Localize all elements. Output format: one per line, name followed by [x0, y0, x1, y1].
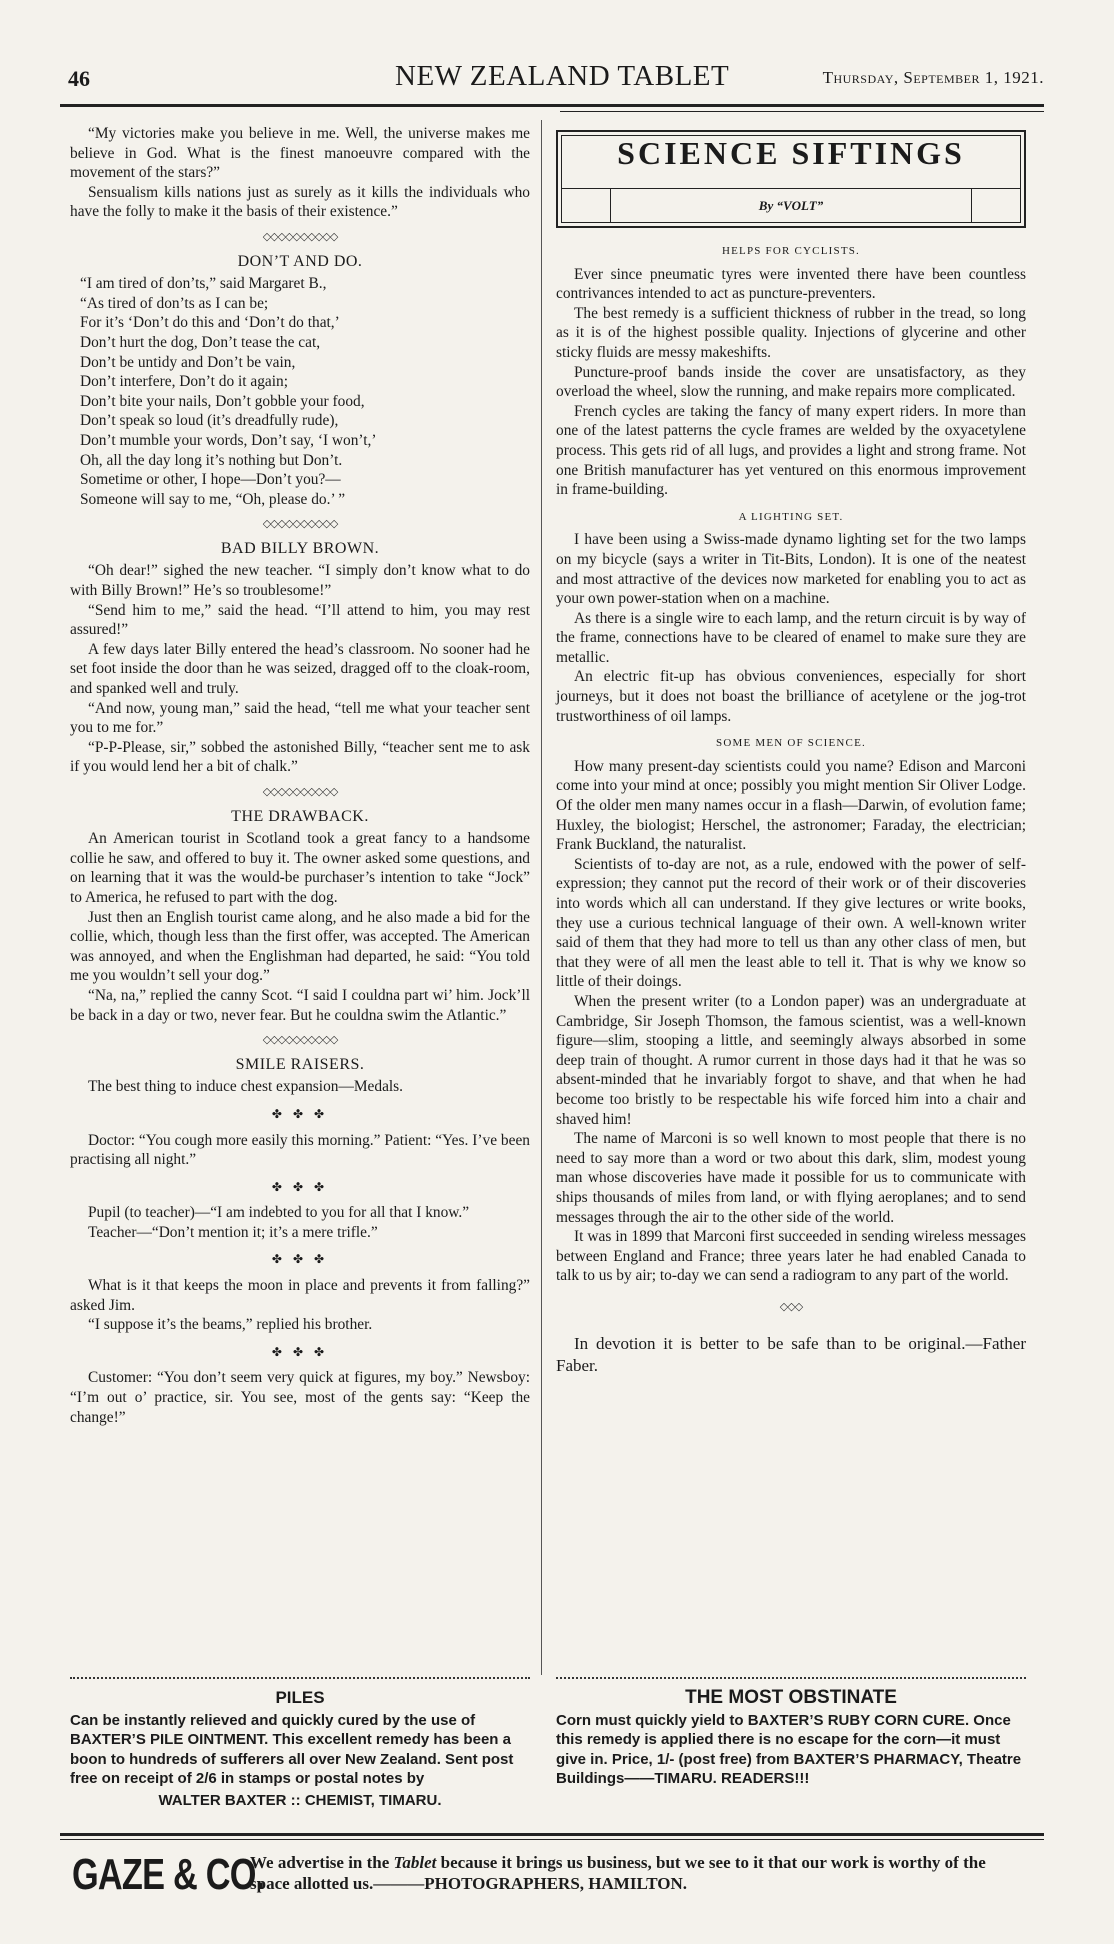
- poem-line: Someone will say to me, “Oh, please do.’ ”: [80, 490, 346, 508]
- corn-cure-advertisement: [556, 1688, 1026, 1789]
- billy-para: A few days later Billy entered the head’s classroom. No sooner had he set foot inside the door than he was seized, dragged off to the cloak-room, and spanked well and truly.: [70, 640, 530, 698]
- billy-para: “Send him to me,” said the head. “I’ll attend to him, you may rest assured!”: [70, 601, 530, 639]
- science-para: When the present writer (to a London paper) was an undergraduate at Cambridge, Sir Joseph Thomson, the famous scientist, was a well-known figure—slim, stooping a little, and seemingly always absorbed in some deep train of thought. A rumor current in those days had it that he was so absent-minded that he invariably forgot to shave, and that when he had become too bristly to be respectable his wife forced him into a chair and shaved him!: [556, 992, 1026, 1128]
- poem-line: Don’t be untidy and Don’t be vain,: [80, 353, 296, 371]
- short-ornament: ◇◇◇: [779, 1300, 803, 1313]
- corn-ad-title: THE MOST OBSTINATE: [685, 1687, 897, 1708]
- ornament-divider: ◇◇◇◇◇◇◇◇◇◇: [262, 1034, 338, 1047]
- ad-rule: [70, 1677, 530, 1679]
- dont-and-do-heading: DON’T AND DO.: [237, 252, 363, 270]
- poem-line: Don’t bite your nails, Don’t gobble your food,: [80, 392, 365, 410]
- poem-line: “I am tired of don’ts,” said Margaret B.,: [80, 275, 327, 293]
- smile-raisers-heading: SMILE RAISERS.: [235, 1055, 365, 1073]
- drawback-para: “Na, na,” replied the canny Scot. “I said I couldna part wi’ him. Jock’ll be back in a day or two, never fear. But he couldna swim the Atlantic.”: [70, 986, 530, 1024]
- dont-and-do-poem: [70, 274, 530, 509]
- joke: Teacher—“Don’t mention it; it’s a mere trifle.”: [88, 1223, 378, 1241]
- bad-billy-brown-heading: BAD BILLY BROWN.: [220, 539, 380, 557]
- ornament-divider: ◇◇◇◇◇◇◇◇◇◇: [262, 230, 338, 243]
- drawback-para: Just then an English tourist came along, and he also made a bid for the collie, which, though less than the first offer, was accepted. The American was annoyed, and when the Englishman had departed, he said: “You told me you wouldn’t sell your dog.”: [70, 908, 530, 985]
- issue-date: Thursday, September 1, 1921.: [822, 68, 1044, 87]
- billy-para: “And now, young man,” said the head, “tell me what your teacher sent you to me for.”: [70, 699, 530, 737]
- poem-line: Don’t hurt the dog, Don’t tease the cat,: [80, 333, 321, 351]
- byline: By “VOLT”: [758, 198, 824, 213]
- poem-line: Don’t interfere, Don’t do it again;: [80, 373, 289, 391]
- joke: Doctor: “You cough more easily this morning.” Patient: “Yes. I’ve been practising all night.”: [70, 1131, 530, 1169]
- header-rule: [60, 104, 1044, 107]
- men-of-science-heading: SOME MEN OF SCIENCE.: [716, 737, 866, 750]
- lighting-para: I have been using a Swiss-made dynamo lighting set for the two lamps on my bicycle (says a writer in Tit-Bits, London). It is one of the neatest and most attractive of the devices now marketed for enabling you to act as your own power-station when on a machine.: [556, 531, 1026, 608]
- science-siftings-box: [556, 130, 1026, 228]
- intro-para-2: Sensualism kills nations just as surely as it kills the individuals who have the folly to make it the basis of their existence.”: [70, 183, 530, 221]
- column-divider: [541, 120, 542, 1675]
- joke: Customer: “You don’t seem very quick at figures, my boy.” Newsboy: “I’m out o’ practice, sir. You see, most of the gents say: “Keep the change!”: [70, 1369, 530, 1426]
- joke: “I suppose it’s the beams,” replied his brother.: [88, 1316, 373, 1334]
- star-divider: ✤ ✤ ✤: [271, 1344, 329, 1359]
- star-divider: ✤ ✤ ✤: [271, 1179, 329, 1194]
- poem-line: Oh, all the day long it’s nothing but Don’t.: [80, 451, 343, 469]
- science-para: Scientists of to-day are not, as a rule, endowed with the power of self-expression; they cannot put the record of their work or of their discoveries into words which all can understand. If they give lectures or write books, they use a curious technical language of their own. A well-known writer said of them that they had more to tell us than any other class of men, but that they were of all men the least able to tell it. That is why we know so little of their doings.: [556, 855, 1026, 991]
- poem-line: For it’s ‘Don’t do this and ‘Don’t do that,’: [80, 314, 340, 332]
- science-para: It was in 1899 that Marconi first succeeded in sending wireless messages between England and France; three years later he had enabled Canada to talk to us by air; to-day we can send a radiogram to any part of the world.: [556, 1228, 1026, 1285]
- helps-for-cyclists-heading: HELPS FOR CYCLISTS.: [721, 245, 861, 257]
- billy-para: “P-P-Please, sir,” sobbed the astonished Billy, “teacher sent me to ask if you would lend her a bit of chalk.”: [70, 738, 530, 776]
- footer-text-a: We advertise in the: [250, 1853, 394, 1872]
- header-rule-thin: [560, 111, 1044, 112]
- piles-ad-signature: WALTER BAXTER :: CHEMIST, TIMARU.: [158, 1791, 442, 1809]
- drawback-heading: THE DRAWBACK.: [231, 807, 369, 825]
- poem-line: “As tired of don’ts as I can be;: [80, 294, 269, 312]
- cyclists-para: The best remedy is a sufficient thickness of rubber in the tread, so long as it is of the highest possible quality. Injections of glycerine and other sticky fluids are messy makeshifts.: [556, 304, 1026, 361]
- cyclists-para: Ever since pneumatic tyres were invented there have been countless contrivances intended to act as puncture-preventers.: [556, 265, 1026, 303]
- science-siftings-title: SCIENCE SIFTINGS: [617, 135, 965, 171]
- ornament-divider: ◇◇◇◇◇◇◇◇◇◇: [262, 518, 338, 531]
- lighting-set-heading: A LIGHTING SET.: [738, 510, 844, 523]
- left-column: [70, 124, 530, 1427]
- joke: Pupil (to teacher)—“I am indebted to you for all that I know.”: [88, 1204, 470, 1222]
- joke: What is it that keeps the moon in place and prevents it from falling?” asked Jim.: [70, 1277, 530, 1314]
- cyclists-para: French cycles are taking the fancy of many expert riders. In more than one of the latest patterns the cycle frames are welded by the oxyacetylene process. This gets rid of all lugs, and provides a light and strong frame. Not one British manufacturer has yet ventured on this enormous improvement in frame-building.: [556, 402, 1026, 499]
- smile-intro: The best thing to induce chest expansion—Medals.: [88, 1078, 404, 1096]
- footer-rule-thin: [60, 1839, 1044, 1840]
- gaze-advertisement-text: [250, 1852, 1010, 1894]
- ad-rule: [556, 1677, 1026, 1679]
- piles-ad-body: Can be instantly relieved and quickly cured by the use of BAXTER’S PILE OINTMENT. This excellent remedy has been a boon to hundreds of sufferers all over New Zealand. Sent post free on receipt of 2/6 in stamps or postal notes by: [70, 1711, 514, 1787]
- publication-title: NEW ZEALAND TABLET: [395, 60, 730, 92]
- faber-quote: In devotion it is better to be safe than to be original.—Father Faber.: [556, 1334, 1026, 1376]
- science-para: The name of Marconi is so well known to most people that there is no need to say more than a word or two about this dark, slim, modest young man whose discoveries have made it possible for us to communicate with ships thousands of miles from land, or with flying aeroplanes; and to send messages through the air to the other side of the world.: [556, 1130, 1026, 1226]
- lighting-para: As there is a single wire to each lamp, and the return circuit is by way of the frame, connections have to be cleared of enamel to make sure they are metallic.: [556, 609, 1026, 666]
- page-number: 46: [68, 66, 90, 91]
- poem-line: Don’t mumble your words, Don’t say, ‘I won’t,’: [80, 431, 377, 449]
- star-divider: ✤ ✤ ✤: [271, 1252, 329, 1267]
- piles-advertisement: [70, 1688, 530, 1810]
- corn-ad-body: Corn must quickly yield to BAXTER’S RUBY CORN CURE. Once this remedy is applied there is no escape for the corn—it must give in. Price, 1/- (post free) from BAXTER’S PHARMACY, Theatre Buildings——TIMARU. READERS!!!: [556, 1711, 1022, 1787]
- footer-rule: [60, 1833, 1044, 1836]
- science-para: How many present-day scientists could you name? Edison and Marconi come into your mind at once; possibly you might mention Sir Oliver Lodge. Of the older men many names occur in a flash—Darwin, of evolution fame; Huxley, the biologist; Herschel, the astronomer; Faraday, the electrician; Frank Buckland, the naturalist.: [556, 757, 1026, 854]
- lighting-para: An electric fit-up has obvious conveniences, especially for short journeys, but it does not boast the brilliance of acetylene or the jog-trot trustworthiness of oil lamps.: [556, 668, 1026, 725]
- ornament-divider: ◇◇◇◇◇◇◇◇◇◇: [262, 786, 338, 798]
- poem-line: Don’t speak so loud (it’s dreadfully rude),: [80, 412, 339, 430]
- box-divider-line: [562, 188, 1020, 189]
- gaze-and-co-logo: GAZE & CO.: [72, 1850, 265, 1899]
- billy-para: “Oh dear!” sighed the new teacher. “I simply don’t know what to do with Billy Brown!” He’s so troublesome!”: [70, 562, 530, 600]
- cyclists-para: Puncture-proof bands inside the cover are unsatisfactory, as they overload the wheel, slow the running, and make repairs more complicated.: [556, 363, 1026, 401]
- poem-line: Sometime or other, I hope—Don’t you?—: [80, 471, 341, 489]
- footer-text-tablet: Tablet: [393, 1853, 437, 1872]
- star-divider: ✤ ✤ ✤: [271, 1106, 329, 1121]
- right-column: [556, 124, 1026, 1377]
- piles-ad-title: PILES: [275, 1688, 325, 1707]
- masthead: [60, 58, 1044, 98]
- intro-para-1: “My victories make you believe in me. Well, the universe makes me believe in God. What is the finest manoeuvre compared with the movement of the stars?”: [70, 125, 530, 182]
- footer-text-b: because it brings us business, but we see to it that our work is worthy of the space allotted us.———PHOTOGRAPHERS, HAMILTON.: [250, 1853, 986, 1893]
- drawback-para: An American tourist in Scotland took a great fancy to a handsome collie he saw, and offered to buy it. The owner asked some questions, and on learning that it was the would-be purchaser’s intention to take “Jock” to America, he refused to part with the dog.: [70, 830, 530, 906]
